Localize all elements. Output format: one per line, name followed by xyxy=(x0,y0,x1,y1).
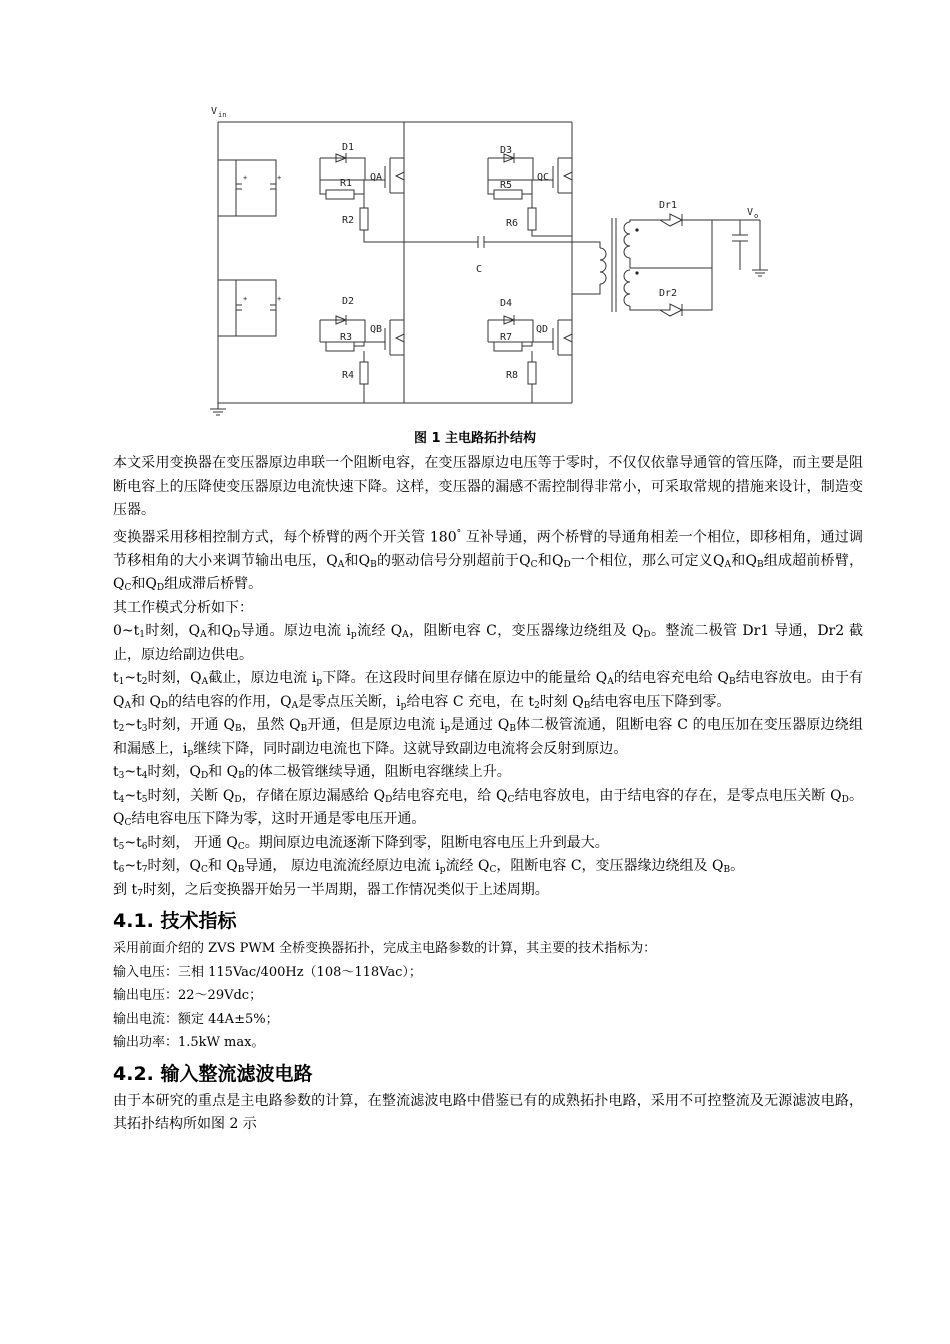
svg-text:+: + xyxy=(277,174,282,182)
svg-text:Dr2: Dr2 xyxy=(659,288,678,299)
blocking-capacitor-c xyxy=(476,236,572,275)
svg-text:R8: R8 xyxy=(506,370,519,381)
svg-text:QB: QB xyxy=(370,324,383,335)
paragraph-rectifier-filter: 由于本研究的重点是主电路参数的计算，在整流滤波电路中借鉴已有的成熟拓扑电路，采用不可控整流及无源滤波电路，其拓扑结构所如图 2 示 xyxy=(113,1092,863,1133)
svg-text:R2: R2 xyxy=(342,215,355,226)
switch-qb xyxy=(320,296,404,403)
switch-qc xyxy=(488,145,572,236)
ground-symbol xyxy=(210,403,226,415)
mode-1: $0\sim t_1$时刻，$Q_A$和$Q_D$导通。原边电流 $i_p$流经 $Q_A$，阻断电容 C，变压器缘边绕组及 $Q_D$。整流二极管 Dr1 导通，Dr2 截止，原边给副边供电。 xyxy=(113,623,864,663)
spec-output-current: 输出电流：额定 44A±5%； xyxy=(113,1011,279,1027)
switch-qa xyxy=(320,142,478,242)
switch-qd xyxy=(488,298,572,403)
circuit-diagram xyxy=(200,98,780,420)
svg-text:o: o xyxy=(754,212,759,220)
section-heading-4-1: 4.1. 技术指标 xyxy=(113,910,237,933)
section-heading-4-2: 4.2. 输入整流滤波电路 xyxy=(113,1062,313,1085)
svg-text:+: + xyxy=(243,295,248,303)
mode-6: $t_5\sim t_6$时刻， 开通 $Q_C$。期间原边电流逐渐下降到零，阻断电容电压上升到最大。 xyxy=(113,834,609,852)
article-body xyxy=(113,452,863,1137)
paragraph-blocking-capacitor: 本文采用变换器在变压器原边串联一个阻断电容，在变压器原边电压等于零时，不仅仅依靠导通管的管压降，而主要是阻断电容上的压降使变压器原边电流快速下降。这样，变压器的漏感不需控制得非常小，可采取常规的措施来设计，制造变压器。 xyxy=(113,455,863,518)
svg-text:R4: R4 xyxy=(342,370,355,381)
mode-8: 到 $t_7$时刻，之后变换器开始另一半周期，器工作情况类似于上述周期。 xyxy=(113,881,549,899)
paragraph-mode-intro: 其工作模式分析如下： xyxy=(113,599,253,616)
svg-text:R5: R5 xyxy=(500,180,513,191)
svg-text:R3: R3 xyxy=(340,332,353,343)
spec-input-voltage: 输入电压：三相 115Vac/400Hz（108～118Vac）； xyxy=(113,964,422,980)
svg-text:D2: D2 xyxy=(342,296,355,307)
vin-sub: in xyxy=(218,111,227,119)
svg-text:+: + xyxy=(277,295,282,303)
figure-caption: 图 1 主电路拓扑结构 xyxy=(413,431,537,446)
svg-text:D4: D4 xyxy=(500,298,513,309)
main-circuit-topology-figure xyxy=(200,98,780,420)
svg-text:D3: D3 xyxy=(500,145,513,156)
svg-text:D1: D1 xyxy=(342,142,355,153)
svg-text:C: C xyxy=(476,264,483,275)
spec-output-power: 输出功率：1.5kW max。 xyxy=(113,1035,265,1051)
svg-text:Dr1: Dr1 xyxy=(659,200,678,211)
input-capacitor-bank-bottom xyxy=(218,280,281,336)
svg-text:QD: QD xyxy=(536,324,549,335)
svg-text:QA: QA xyxy=(370,172,383,183)
input-capacitor-bank-top xyxy=(218,160,281,216)
svg-text:+: + xyxy=(243,174,248,182)
svg-text:V: V xyxy=(747,207,754,218)
mode-3: $t_2\sim t_3$时刻，开通 $Q_B$，虽然 $Q_B$开通，但是原边电流 $i_p$是通过 $Q_B$体二极管流通，阻断电容 C 的电压加在变压器原边绕组和漏感上，$i_p$继续下降，同时副边电流也下降。这就导致副边电流将会反射到原边。 xyxy=(113,717,864,758)
svg-text:R7: R7 xyxy=(500,332,513,343)
spec-intro: 采用前面介绍的 ZVS PWM 全桥变换器拓扑，完成主电路参数的计算，其主要的技术指标为： xyxy=(113,941,657,957)
svg-text:QC: QC xyxy=(537,172,550,183)
svg-text:R1: R1 xyxy=(340,178,353,189)
mode-2: $t_1\sim t_2$时刻，$Q_A$截止，原边电流 $i_p$下降。在这段时间里存储在原边中的能量给 $Q_A$的结电容充电给 $Q_B$结电容放电。由于有 $Q_A$和 $Q_D$的结电容的作用，$Q_A$是零点压关断，$i_p$给电容 C 充电，在 $t_2$时刻 $Q_B$结电容电压下降到零。 xyxy=(113,670,864,711)
mode-7: $t_6\sim t_7$时刻，$Q_C$和 $Q_B$导通， 原边电流流经原边电流 $i_p$流经 $Q_C$，阻断电容 C，变压器缘边绕组及 $Q_B$。 xyxy=(113,858,745,876)
output-rectifier xyxy=(659,200,768,316)
mode-4: $t_3\sim t_4$时刻，$Q_D$和 $Q_B$的体二极管继续导通，阻断电容继续上升。 xyxy=(113,764,511,782)
paragraph-phase-shift: 变换器采用移相控制方式，每个桥臂的两个开关管 180° 互补导通，两个桥臂的导通角相差一个相位，即移相角，通过调节移相角的大小来调节输出电压，$Q_A$和$Q_B$的驱动信号分别超前于$Q_C$和$Q_D$一个相位，那么可定义$Q_A$和$Q_B$组成超前桥臂，$Q_C$和$Q_D$组成滞后桥臂。 xyxy=(113,528,864,594)
mode-5: $t_4\sim t_5$时刻，关断 $Q_D$，存储在原边漏感给 $Q_D$结电容充电，给 $Q_C$结电容放电，由于结电容的存在，是零点电压关断 $Q_D$。$Q_C$结电容电压下降为零，这时开通是零电压开通。 xyxy=(113,787,864,829)
vin-label: V xyxy=(211,106,218,117)
svg-text:R6: R6 xyxy=(506,218,519,229)
transformer xyxy=(572,218,712,312)
spec-output-voltage: 输出电压：22～29Vdc； xyxy=(113,988,263,1004)
